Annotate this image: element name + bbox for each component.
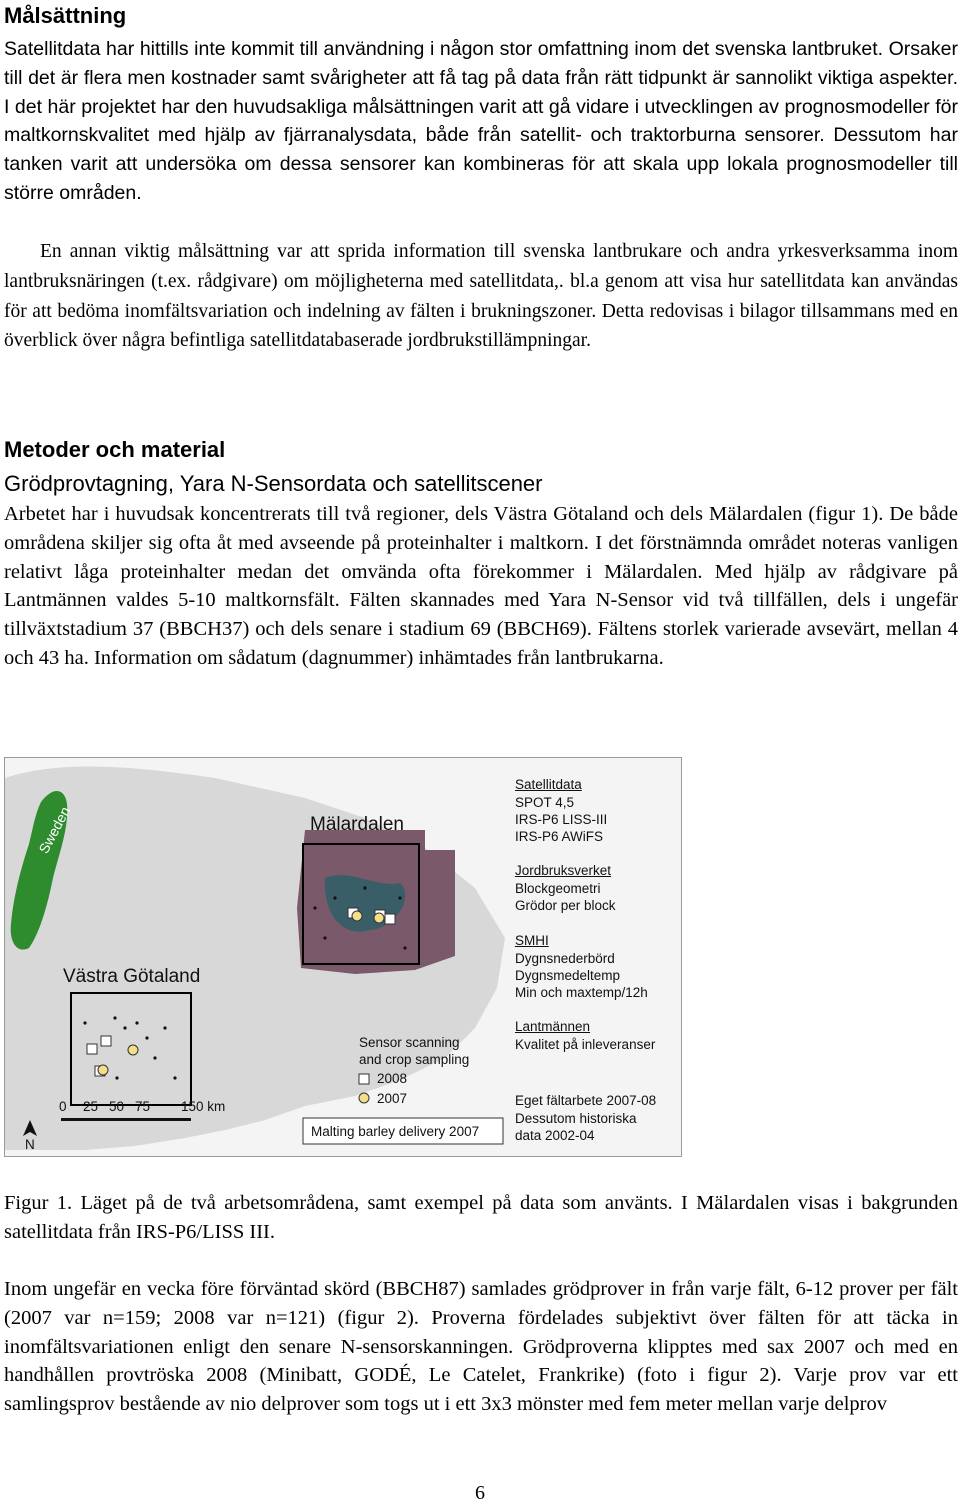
scale-bar [61, 1118, 191, 1121]
label-north: N [25, 1137, 35, 1152]
legend-lantmannen-line: Kvalitet på inleveranser [515, 1037, 656, 1052]
marker-2008 [385, 914, 395, 924]
legend-lantmannen-title: Lantmännen [515, 1019, 591, 1034]
heading-metoder: Metoder och material [4, 437, 226, 462]
legend-smhi-line: Min och maxtemp/12h [515, 985, 648, 1000]
scale-tick-0: 0 [59, 1099, 67, 1114]
label-sweden: Sweden [35, 803, 74, 857]
legend-smhi-line: Dygnsmedeltemp [515, 968, 621, 983]
legend-jordbruksverket-line: Blockgeometri [515, 881, 601, 896]
paragraph-malsattning-2-text: En annan viktig målsättning var att sprida information till svenska lantbrukare och andra yrkesverksamma inom lantbruksnäringen (t.ex. rådgivare) om möjligheterna med satellitdata,. bl.a genom att visa hur satellitdata kan användas för att bedöma inomfältsvariation och indelning av fälten i brukningszoner. Detta redovisas i bilagor tillsammans med en överblick över några befintliga satellitdatabaserade jordbrukstillämpningar. [4, 241, 958, 352]
scale-tick-150: 150 km [181, 1099, 226, 1114]
legend-2008-symbol [359, 1074, 369, 1084]
paragraph-provtagning: Inom ungefär en vecka före förväntad skörd (BBCH87) samlades grödprover in från varje fält, 6-12 prover per fält (2007 var n=159; 2008 var n=121) (figur 2). Proverna fördelades subjektivt över fälten för att täcka in inomfältsvariationen enligt den senare N-sensorskanningen. Grödproverna klipptes med sax 2007 och med en handhållen provtröska 2008 (Minibatt, GODÉ, Le Catelet, Frankrike) (foto i figur 2). Varje prov var ett samlingsprov bestående av nio delprover som togs ut i ett 3x3 mönster med fem meter mellan varje delprov [4, 1278, 958, 1416]
legend-2007-symbol [359, 1093, 369, 1103]
paragraph-metoder-1: Arbetet har i huvudsak koncentrerats till två regioner, dels Västra Götaland och dels Mälardalen (figur 1). De både områdena skiljer sig ofta åt med avseende på proteinhalter i maltkorn. I det förstnämnda området noteras vanligen relativt låga proteinhalter medan det omvända ofta förekommer i Mälardalen. Med hjälp av rådgivare på Lantmännen valdes 5-10 maltkornsfält. Fälten skannades med Yara N-Sensor vid två tillfällen, dels i ungefär tillväxtstadium 37 (BBCH37) och dels senare i stadium 69 (BBCH69). Fältens storlek varierade avsevärt, mellan 4 och 43 ha. Information om sådatum (dagnummer) inhämtades från lantbrukarna. [4, 503, 958, 669]
legend-smhi-line: Dygnsnederbörd [515, 951, 615, 966]
heading-malsattning: Målsättning [4, 3, 127, 28]
page-number: 6 [475, 1482, 485, 1504]
scale-tick-50: 50 [109, 1099, 125, 1114]
marker-2007 [98, 1065, 108, 1075]
legend-2008-label: 2008 [377, 1071, 408, 1086]
figure-caption: Figur 1. Läget på de två arbetsområdena, samt exempel på data som använts. I Mälardalen visas i bakgrunden satellitdata från IRS-P6/LISS III. [4, 1192, 958, 1243]
marker-2008 [101, 1036, 111, 1046]
label-vastra-gotaland: Västra Götaland [63, 966, 201, 987]
malting-box-label: Malting barley delivery 2007 [311, 1124, 480, 1139]
legend-eget-line: Dessutom historiska [515, 1111, 637, 1126]
label-malardalen: Mälardalen [310, 814, 404, 835]
marker-2007 [128, 1045, 138, 1055]
paragraph-malsattning-2 [4, 237, 958, 356]
legend-sensor-title-2: and crop sampling [359, 1052, 470, 1067]
marker-2007 [374, 913, 384, 923]
legend-smhi-title: SMHI [515, 933, 549, 948]
legend-satellitdata-title: Satellitdata [515, 777, 582, 792]
paragraph-malsattning-1: Satellitdata har hittills inte kommit till användning i någon stor omfattning inom det svenska lantbruket. Orsaker till det är flera men kostnader samt svårigheter att få tag på data från rätt tidpunkt är sannolikt viktiga aspekter. I det här projektet har den huvudsakliga målsättningen varit att gå vidare i utvecklingen av prognosmodeller för maltkornskvalitet med hjälp av fjärranalysdata, både från satellit- och traktorburna sensorer. Dessutom har tanken varit att undersöka om dessa sensorer kan kombineras för att skala upp lokala prognosmodeller till större områden. [4, 38, 958, 204]
subheading-grodprovtagning: Grödprovtagning, Yara N-Sensordata och satellitscener [4, 471, 543, 496]
legend-satellitdata-line: IRS-P6 AWiFS [515, 829, 604, 844]
legend-jordbruksverket-line: Grödor per block [515, 898, 616, 913]
marker-2007 [352, 911, 362, 921]
legend-eget-title: Eget fältarbete 2007-08 [515, 1093, 657, 1108]
marker-2008 [87, 1044, 97, 1054]
scale-tick-75: 75 [135, 1099, 151, 1114]
legend-eget-line: data 2002-04 [515, 1128, 595, 1143]
figure-map [4, 757, 682, 1157]
legend-satellitdata-line: SPOT 4,5 [515, 795, 575, 810]
legend-2007-label: 2007 [377, 1091, 408, 1106]
legend-satellitdata-line: IRS-P6 LISS-III [515, 812, 608, 827]
scale-tick-25: 25 [83, 1099, 99, 1114]
legend-jordbruksverket-title: Jordbruksverket [515, 863, 612, 878]
legend-sensor-title-1: Sensor scanning [359, 1035, 460, 1050]
